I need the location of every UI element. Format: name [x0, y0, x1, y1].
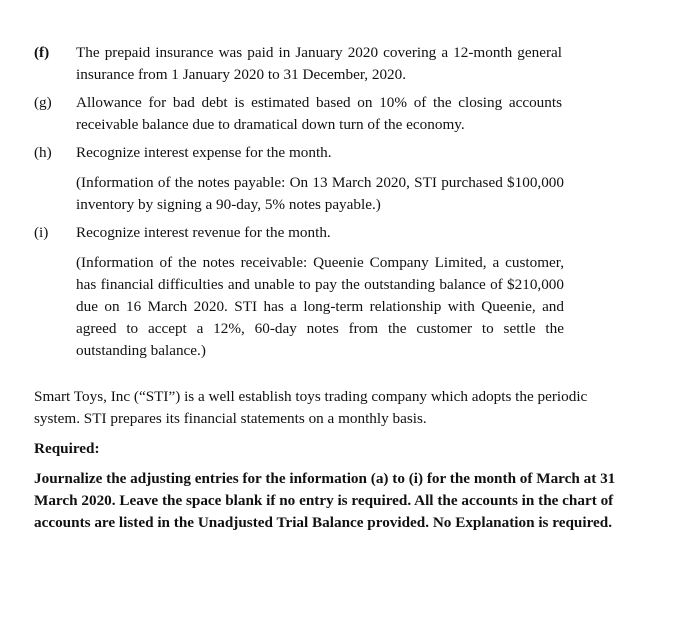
item-g-text: Allowance for bad debt is estimated based on 10% of the closing accounts receivable balance due to dramatical down turn of the economy. [76, 94, 562, 133]
item-h-text: Recognize interest expense for the month. [76, 144, 332, 161]
item-i-note: (Information of the notes receivable: Queenie Company Limited, a customer, has financial difficulties and unable to pay the outstanding balance of $210,000 due on 16 March 2020. STI has a long-term relationship with Queenie, and agreed to accept a 12%, 60-day notes from the customer to settle the outstanding balance.) [76, 254, 564, 359]
required-body: Journalize the adjusting entries for the information (a) to (i) for the month of March at 31 March 2020. Leave the space blank if no entry is required. All the accounts in the chart of accounts are listed in the Unadjusted Trial Balance provided. No Explanation is required. [34, 470, 616, 531]
item-i-label: (i) [34, 224, 49, 241]
item-g-label: (g) [34, 94, 52, 111]
item-f-label: (f) [34, 44, 50, 61]
item-i-text: Recognize interest revenue for the month. [76, 224, 331, 241]
intro-paragraph: Smart Toys, Inc (“STI”) is a well establish toys trading company which adopts the periodic system. STI prepares its financial statements on a monthly basis. [34, 388, 588, 427]
item-h-note: (Information of the notes payable: On 13 March 2020, STI purchased $100,000 inventory by signing a 90-day, 5% notes payable.) [76, 174, 564, 213]
required-heading: Required: [34, 440, 100, 457]
item-f-text: The prepaid insurance was paid in January 2020 covering a 12-month general insurance from 1 January 2020 to 31 December, 2020. [76, 44, 562, 83]
item-h-label: (h) [34, 144, 52, 161]
